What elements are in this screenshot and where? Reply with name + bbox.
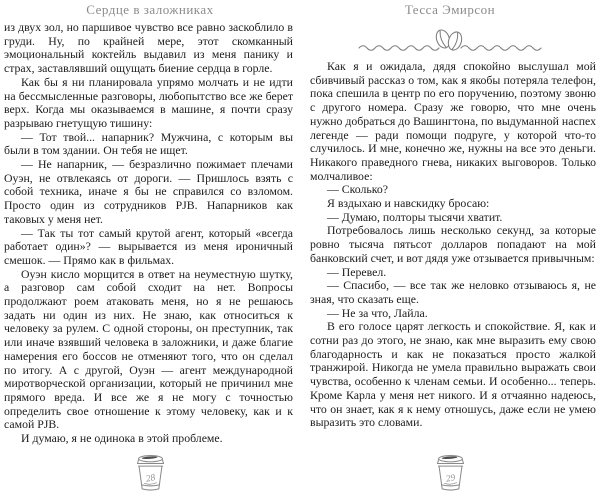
scene-divider [300, 26, 600, 56]
paragraph: Потребовалось лишь несколько секунд, за которые ровно тысяча пятьсот долларов попадают на мой банковский счет, и вот дядя уже отзывается привычным: [310, 223, 596, 265]
page-marker-right [300, 453, 600, 494]
paragraph: — Не напарник, — безразлично пожимает плечами Оуэн, не отвлекаясь от дороги. — Пришлось взять с собой техника, иначе я бы не справился со взломом. Просто один из сотрудников PJB. Напарников как таковых у меня нет. [4, 157, 293, 226]
right-page [300, 0, 600, 497]
coffee-beans-wave-icon [355, 26, 545, 56]
coffee-cup-icon [132, 453, 169, 494]
paragraph: — Перевел. [327, 264, 387, 279]
paragraph: — Сколько? [327, 182, 389, 197]
paragraph: В его голосе царят легкость и спокойствие. Я, как и сотни раз до этого, не знаю, как мне выразить ему свою благодарность и как не показаться просто жалкой транжирой. Никогда не умела правильно выражать свои чувства, особенно к членам семьи. И особенно... теперь. Кроме Карла у меня нет никого. И я отчаянно надеюсь, что он знает, как я к нему отношусь, даже если не умею выразить это словами. [310, 319, 596, 430]
paragraph: — Думаю, полторы тысячи хватит. [327, 209, 503, 224]
paragraph: Как я и ожидала, дядя спокойно выслушал мой сбивчивый рассказ о том, как я якобы потеряла телефон, пока спешила в центр по его поручению, поэтому звоню с другого номера. Сразу же говорю, что мне очень нужно добраться до Вашингтона, по выдуманной наспех легенде — ради помощи подруге, у которой что-то случилось. И мне, конечно же, нужны на все это деньги. Никакого праведного гнева, никаких выговоров. Только молчаливое: [310, 60, 596, 183]
left-page-text [4, 21, 293, 453]
running-head-author: Тесса Эмирсон [404, 2, 496, 17]
running-head-book-title: Сердце в заложниках [86, 2, 214, 17]
paragraph: Оуэн кисло морщится в ответ на неуместную шутку, а разговор сам собой сходит на нет. Вопросы продолжают роем атаковать меня, но я не решаюсь задать ни один из них. Не знаю, как относиться к человеку за рулем. С одной стороны, он преступник, так или иначе взявший человека в заложники, и даже благие намерения его боссов не отменяют того, что он сделал по итогу. А с другой, Оуэн — агент международной миротворческой организации, который не причинил мне прямого вреда. И все же я не могу с точностью определить свое отношение к этому человеку, как и к самой PJB. [4, 266, 293, 432]
coffee-cup-icon [432, 453, 469, 494]
page-number: 28 [144, 473, 156, 485]
paragraph: И думаю, я не одинока в этой проблеме. [21, 431, 223, 446]
page-number: 29 [444, 473, 456, 485]
paragraph: из двух зол, но паршивое чувство все равно заскоблило в груди. Ну, по крайней мере, этот скомканный эмоциональный коктейль выдавил из меня панику и страх, заставлявший ощущать биение сердца в горле. [4, 21, 293, 76]
paragraph: Как бы я ни планировала упрямо молчать и не идти на бессмысленные разговоры, любопытство все же берет верх. Когда мы оказываемся в машине, я почти сразу разрываю гнетущую тишину: [4, 74, 293, 130]
page-marker-left [0, 453, 300, 494]
right-page-text [310, 60, 596, 456]
paragraph: — Тот твой... напарник? Мужчина, с которым вы были в том здании. Он тебя не ищет. [4, 129, 293, 158]
paragraph: — Спасибо, — все так же неловко отзываюсь я, не зная, что сказать еще. [310, 278, 596, 306]
paragraph: — Так ты тот самый крутой агент, который «всегда работает один»? — вырывается из меня ироничный смешок. — Прямо как в фильмах. [4, 225, 293, 267]
paragraph: Я вздыхаю и навскидку бросаю: [327, 196, 490, 211]
paragraph: — Не за что, Лайла. [327, 305, 428, 320]
